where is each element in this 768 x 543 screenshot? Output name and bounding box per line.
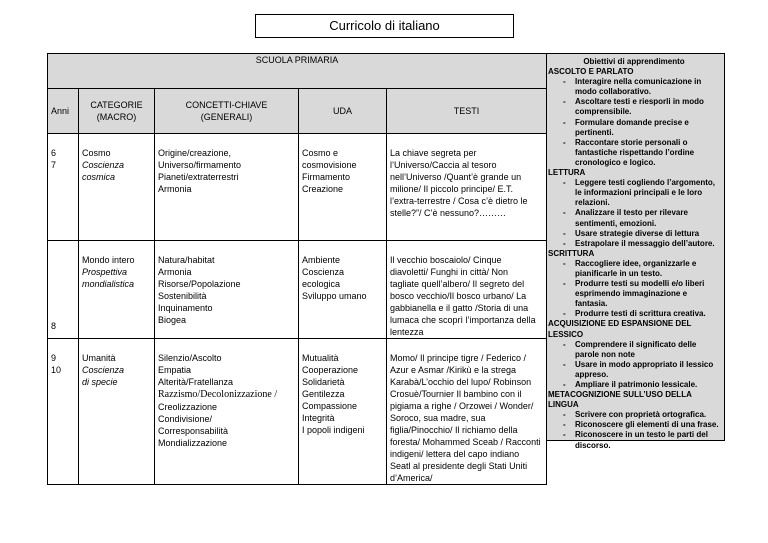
dash-bullet-icon: - [563, 228, 566, 238]
cell-testi: Il vecchio boscaiolo/ Cinque diavoletti/ Funghi in città/ Non tagliate quell’albero/ Il segreto del bosco vecchio/Il bosco urbano/ La gabbianella e il gatto /Storia di una lumaca che scoprì l’importanza della lentezza [387, 241, 547, 339]
dash-bullet-icon: - [563, 238, 566, 248]
objective-text: Riconoscere gli elementi di una frase. [575, 420, 719, 430]
objective-text: Scrivere con proprietà ortografica. [575, 410, 707, 420]
objective-item [547, 178, 721, 208]
objective-text: Usare strategie diverse di lettura [575, 228, 700, 238]
objective-item [547, 380, 721, 390]
objective-section-heading: LETTURA [548, 168, 586, 178]
cell-anni: 9 10 [48, 339, 79, 485]
objective-item [547, 430, 721, 450]
objective-item [547, 309, 721, 319]
objective-text: Raccogliere idee, organizzarle e pianificarle in un testo. [575, 258, 697, 278]
cell-testi: Momo/ Il principe tigre / Federico / Azur e Asmar /Kirikù e la strega Karabà/L’occhio del lupo/ Robinson Crosuè/Tournier Il bambino con il pigiama a righe / Orzowei / Wonder/ Soroco, sua madre, sua figlia/Pinocchio/ Il richiamo della foresta/ Mohammed Sceab / Racconti indigeni/ lettera del capo indiano Seatl al presidente degli Stati Uniti d’America/ [387, 339, 547, 485]
objective-text: Estrapolare il messaggio dell’autore. [575, 238, 715, 248]
objectives-title: Obiettivi di apprendimento [583, 57, 685, 66]
cell-concetti: Origine/creazione, Universo/firmamento Pianeti/extraterrestri Armonia [155, 134, 299, 241]
objective-item [547, 239, 721, 249]
cell-concetti: Silenzio/Ascolto Empatia Alterità/Fratellanza Razzismo/Decolonizzazione / Creolizzazione Condivisione/ Corresponsabilità Mondializzazione [155, 339, 299, 485]
header-concetti: CONCETTI-CHIAVE (GENERALI) [155, 89, 299, 134]
objective-item [547, 138, 721, 168]
header-categorie: CATEGORIE (MACRO) [79, 89, 155, 134]
objective-text: Produrre testi su modelli e/o liberi esprimendo immaginazione e fantasia. [575, 279, 705, 309]
cell-concetti: Natura/habitat Armonia Risorse/Popolazione Sostenibilità Inquinamento Biogea [155, 241, 299, 339]
objective-text: Comprendere il significato delle parole non note [575, 339, 697, 359]
objective-text: Analizzare il testo per rilevare sentimenti, emozioni. [575, 208, 688, 228]
objective-text: Interagire nella comunicazione in modo collaborativo. [575, 77, 702, 97]
objective-section-heading: ASCOLTO E PARLATO [548, 67, 634, 77]
objective-section-heading: SCRITTURA [548, 248, 595, 258]
header-anni: Anni [48, 89, 79, 134]
cell-anni: 8 [48, 241, 79, 339]
objective-text: Formulare domande precise e pertinenti. [575, 117, 689, 137]
dash-bullet-icon: - [563, 430, 566, 440]
objective-item [547, 360, 721, 380]
header-uda: UDA [299, 89, 387, 134]
cell-uda: Ambiente Coscienza ecologica Sviluppo umano [299, 241, 387, 339]
cell-anni: 6 7 [48, 134, 79, 241]
dash-bullet-icon: - [563, 208, 566, 218]
objective-item [547, 279, 721, 309]
objective-item [547, 97, 721, 117]
dash-bullet-icon: - [563, 410, 566, 420]
dash-bullet-icon: - [563, 309, 566, 319]
objective-text: Leggere testi cogliendo l’argomento, le informazioni principali e le loro relazioni. [575, 178, 716, 208]
objective-text: Raccontare storie personali o fantastiche rispettando l’ordine cronologico e logico. [575, 137, 695, 167]
objective-text: Ampliare il patrimonio lessicale. [575, 380, 698, 389]
dash-bullet-icon: - [563, 117, 566, 127]
objective-text: Ascoltare testi e riesporli in modo comprensibile. [575, 97, 704, 117]
dash-bullet-icon: - [563, 137, 566, 147]
curriculum-table [47, 53, 547, 485]
document-title: Curricolo di italiano [255, 14, 514, 38]
school-level-banner: SCUOLA PRIMARIA [48, 54, 547, 89]
objective-item [547, 259, 721, 279]
dash-bullet-icon: - [563, 178, 566, 188]
objective-text: Produrre testi di scrittura creativa. [575, 309, 706, 319]
objective-item [547, 118, 721, 138]
header-testi: TESTI [387, 89, 547, 134]
cell-testi: La chiave segreta per l’Universo/Caccia al tesoro nell’Universo /Quant’è grande un milione/ Il piccolo principe/ E.T. l’extra-terrestre / Cosa c’è dietro le stelle?”/ C’è nessuno?……… [387, 134, 547, 241]
objective-section-heading: METACOGNIZIONE SULL’USO DELLA LINGUA [548, 390, 692, 410]
cell-uda: Mutualità Cooperazione Solidarietà Gentilezza Compassione Integrità I popoli indigeni [299, 339, 387, 485]
table-row [48, 339, 547, 485]
dash-bullet-icon: - [563, 279, 566, 289]
dash-bullet-icon: - [563, 258, 566, 268]
dash-bullet-icon: - [563, 77, 566, 87]
dash-bullet-icon: - [563, 380, 566, 389]
dash-bullet-icon: - [563, 359, 566, 369]
table-row [48, 134, 547, 241]
objective-item [547, 340, 721, 360]
dash-bullet-icon: - [563, 97, 566, 107]
objective-item [547, 208, 721, 228]
objective-item [547, 229, 721, 239]
cell-categoria: Mondo intero Prospettiva mondialistica [79, 241, 155, 339]
table-row [48, 241, 547, 339]
cell-categoria: Umanità Coscienza di specie [79, 339, 155, 485]
cell-uda: Cosmo e cosmovisione Firmamento Creazione [299, 134, 387, 241]
learning-objectives-panel [546, 53, 725, 450]
objective-item [547, 420, 721, 430]
objective-section-heading: ACQUISIZIONE ED ESPANSIONE DEL LESSICO [548, 319, 692, 339]
objective-text: Riconoscere in un testo le parti del discorso. [575, 430, 708, 450]
dash-bullet-icon: - [563, 420, 566, 430]
cell-categoria: Cosmo Coscienza cosmica [79, 134, 155, 241]
objective-text: Usare in modo appropriato il lessico appreso. [575, 359, 714, 379]
dash-bullet-icon: - [563, 339, 566, 349]
objective-item [547, 410, 721, 420]
objective-item [547, 77, 721, 97]
